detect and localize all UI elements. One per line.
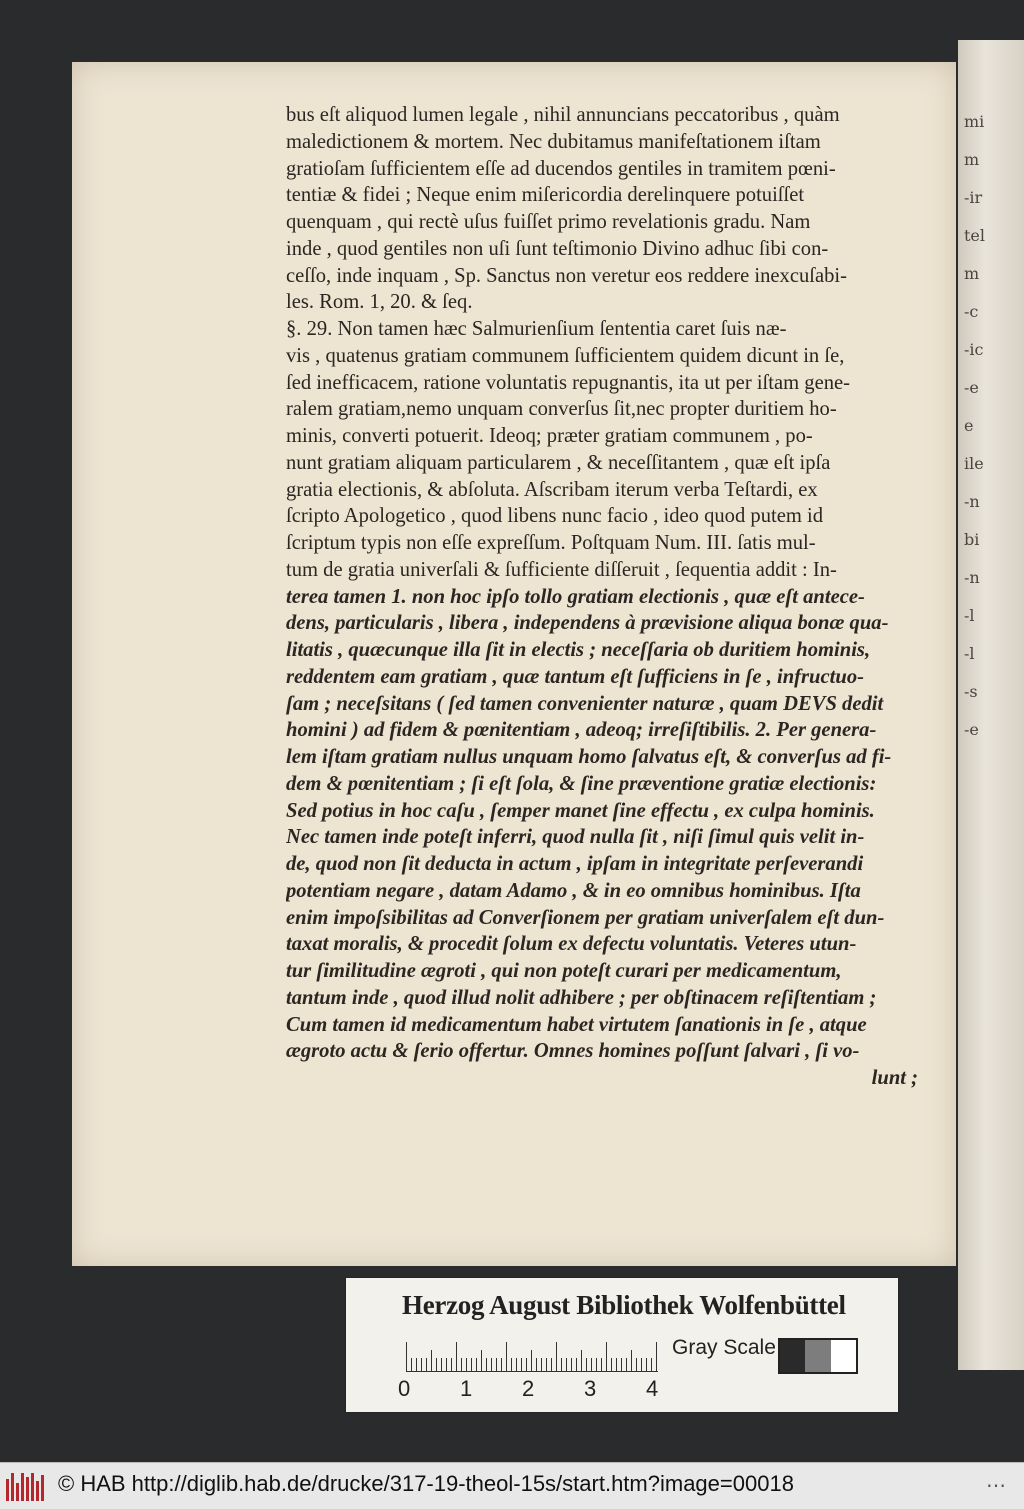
next-page-fragment: e [964, 416, 974, 435]
copyright-link[interactable]: © HAB http://diglib.hab.de/drucke/317-19-theol-15s/start.htm?image=00018 [58, 1471, 794, 1496]
gray-swatch [831, 1340, 856, 1372]
next-page-fragment: tel [964, 226, 986, 245]
next-page-fragment: -ic [964, 340, 984, 359]
next-page-fragment: -s [964, 682, 978, 701]
text-line: tur ſimilitudine ægroti , qui non poteſt curari per medicamentum, [286, 960, 842, 982]
next-page-fragment: -e [964, 720, 979, 739]
next-page-fragment: -n [964, 568, 980, 587]
ruler-tick [596, 1358, 597, 1372]
next-page-fragment: -l [964, 606, 975, 625]
scale-number: 1 [460, 1376, 473, 1401]
library-title: Herzog August Bibliothek Wolfenbüttel [402, 1290, 846, 1320]
ruler-tick [566, 1358, 567, 1372]
text-line: nunt gratiam aliquam particularem , & neceſſitantem , quæ eſt ipſa [286, 451, 831, 474]
ruler-tick [486, 1358, 487, 1372]
gray-swatch [805, 1340, 830, 1372]
text-line: homini ) ad fidem & pœnitentiam , adeoq; irreſiſtibilis. 2. Per genera- [286, 719, 877, 742]
ruler-tick [476, 1358, 477, 1372]
gray-swatch [780, 1340, 805, 1372]
text-line: enim impoſsibilitas ad Converſionem per gratiam univerſalem eſt dun- [286, 906, 885, 929]
ruler-tick [481, 1350, 482, 1372]
next-page-fragment: m [964, 150, 980, 169]
ruler-tick [496, 1358, 497, 1372]
ruler-tick [421, 1358, 422, 1372]
ruler-tick [436, 1358, 437, 1372]
ruler-tick [581, 1350, 582, 1372]
text-line: §. 29. Non tamen hæc Salmurienſium ſententia caret ſuis næ- [286, 318, 787, 340]
page-text [286, 102, 918, 1092]
ruler-tick [636, 1358, 637, 1372]
ruler-tick [406, 1342, 407, 1372]
next-page-fragment: -l [964, 644, 975, 663]
text-line: ceſſo, inde inquam , Sp. Sanctus non veretur eos reddere inexcuſabi- [286, 264, 848, 287]
ruler-tick [641, 1358, 642, 1372]
next-page-edge [958, 40, 1024, 1370]
text-line: gratioſam ſufficientem eſſe ad ducendos gentiles in tramitem pœni- [286, 157, 836, 180]
text-line: ſed inefficacem, ratione voluntatis repugnantis, ita ut per iſtam gene- [286, 371, 851, 394]
ruler-tick [561, 1358, 562, 1372]
ruler-tick [626, 1358, 627, 1372]
text-line: tum de gratia univerſali & ſufficiente diſſeruit , ſequentia addit : In- [286, 558, 837, 581]
ruler-tick [431, 1350, 432, 1372]
ruler-tick [546, 1358, 547, 1372]
text-line: gratia electionis, & abſoluta. Aſscribam iterum verba Teſtardi, ex [286, 478, 818, 501]
ruler-tick [606, 1342, 607, 1372]
ruler-tick [611, 1358, 612, 1372]
text-line: ralem gratiam,nemo unquam converſus ſit,nec propter duritiem ho- [286, 398, 837, 421]
text-line: ſcripto Apologetico , quod libens nunc facio , ideo quod putem id [286, 505, 824, 528]
ruler-tick [601, 1358, 602, 1372]
ruler-tick [446, 1358, 447, 1372]
ruler-tick [441, 1358, 442, 1372]
text-line: de, quod non ſit deducta in actum , ipſam in integritate perſeverandi [286, 853, 864, 875]
next-page-fragment: -n [964, 492, 980, 511]
ruler-tick [586, 1358, 587, 1372]
text-line: terea tamen 1. non hoc ipſo tollo gratiam electionis , quæ eſt antece- [286, 585, 865, 608]
ruler-tick [591, 1358, 592, 1372]
text-line: reddentem eam gratiam , quæ tantum eſt ſufficiens in ſe , infructuo- [286, 665, 864, 688]
text-line: les. Rom. 1, 20. & ſeq. [286, 291, 473, 314]
text-line: bus eſt aliquod lumen legale , nihil annuncians peccatoribus , quàm [286, 104, 840, 126]
text-line: tentiæ & fidei ; Neque enim miſericordia derelinquere potuiſſet [286, 184, 805, 207]
text-line: inde , quod gentiles non uſi ſunt teſtimonio Divino adhuc ſibi con- [286, 237, 829, 260]
next-page-fragment: bi [964, 530, 980, 549]
next-page-fragment: -e [964, 378, 979, 397]
ruler-tick [576, 1358, 577, 1372]
text-line: vis , quatenus gratiam communem ſufficientem quidem dicunt in ſe, [286, 344, 845, 367]
text-line: ſcriptum typis non eſſe expreſſum. Poſtquam Num. III. ſatis mul- [286, 532, 816, 554]
ruler-tick [471, 1358, 472, 1372]
next-page-fragment: -ir [964, 188, 983, 207]
ruler-tick [461, 1358, 462, 1372]
text-line: quenquam , qui rectè uſus fuiſſet primo revelationis gradu. Nam [286, 211, 811, 233]
gray-scale-swatches [778, 1338, 858, 1374]
ruler-tick [631, 1350, 632, 1372]
ruler-tick [526, 1358, 527, 1372]
more-options-icon[interactable]: ⋯ [986, 1475, 1006, 1497]
ruler-tick [521, 1358, 522, 1372]
ruler-tick [556, 1342, 557, 1372]
ruler-tick [416, 1358, 417, 1372]
text-line: litatis , quæcunque illa ſit in electis ; neceſſaria ob duritiem hominis, [286, 639, 871, 661]
text-line: potentiam negare , datam Adamo , & in eo omnibus hominibus. Iſta [286, 879, 861, 902]
hab-logo-icon [6, 1471, 46, 1501]
ruler-tick [616, 1358, 617, 1372]
next-page-fragment: m [964, 264, 980, 283]
color-calibration-card [346, 1278, 898, 1412]
text-line: ægroto actu & ſerio offertur. Omnes homines poſſunt ſalvari , ſi vo- [286, 1040, 860, 1063]
text-line: minis, converti potuerit. Ideoq; præter gratiam communem , po- [286, 425, 813, 447]
next-page-fragment: ile [964, 454, 984, 473]
viewer-footer [0, 1462, 1024, 1509]
text-line: ſam ; neceſsitans ( ſed tamen convenienter naturæ , quam DEVS dedit [286, 692, 884, 715]
gray-scale-label: Gray Scale [672, 1336, 776, 1359]
text-line: dem & pœnitentiam ; ſi eſt ſola, & ſine præventione gratiæ electionis: [286, 772, 877, 795]
ruler-tick [456, 1342, 457, 1372]
scale-ruler [406, 1342, 658, 1372]
text-line: lem iſtam gratiam nullus unquam homo ſalvatus eſt, & converſus ad fi- [286, 746, 892, 768]
scale-number: 2 [522, 1376, 535, 1401]
ruler-tick [536, 1358, 537, 1372]
scale-number: 4 [646, 1376, 659, 1401]
ruler-tick [621, 1358, 622, 1372]
ruler-tick [651, 1358, 652, 1372]
next-page-fragment: -c [964, 302, 979, 321]
text-line: taxat moralis, & procedit ſolum ex defectu voluntatis. Veteres utun- [286, 933, 857, 956]
ruler-tick [411, 1358, 412, 1372]
ruler-tick [466, 1358, 467, 1372]
text-line: Sed potius in hoc caſu , ſemper manet ſine effectu , ex culpa hominis. [286, 799, 875, 822]
ruler-tick [571, 1358, 572, 1372]
ruler-tick [506, 1342, 507, 1372]
ruler-tick [551, 1358, 552, 1372]
ruler-tick [426, 1358, 427, 1372]
text-line: dens, particularis , libera , independens à prævisione aliqua bonæ qua- [286, 612, 889, 635]
ruler-tick [531, 1350, 532, 1372]
text-line: tantum inde , quod illud nolit adhibere ; per obſtinacem reſiſtentiam ; [286, 986, 877, 1009]
ruler-tick [451, 1358, 452, 1372]
ruler-tick [646, 1358, 647, 1372]
ruler-tick [491, 1358, 492, 1372]
ruler-tick [541, 1358, 542, 1372]
text-line: lunt ; [871, 1067, 918, 1089]
next-page-fragment: mi [964, 112, 985, 131]
scale-number: 3 [584, 1376, 597, 1401]
ruler-tick [501, 1358, 502, 1372]
text-line: maledictionem & mortem. Nec dubitamus manifeſtationem iſtam [286, 130, 821, 153]
ruler-tick [511, 1358, 512, 1372]
ruler-tick [656, 1342, 657, 1372]
text-line: Nec tamen inde poteſt inferri, quod nulla ſit , niſi ſimul quis velit in- [286, 826, 865, 849]
ruler-tick [516, 1358, 517, 1372]
text-line: Cum tamen id medicamentum habet virtutem ſanationis in ſe , atque [286, 1013, 867, 1036]
scale-number: 0 [398, 1376, 411, 1401]
